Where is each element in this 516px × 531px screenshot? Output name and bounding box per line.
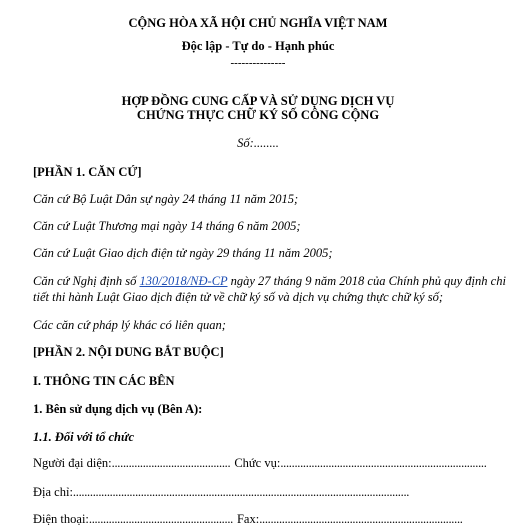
phone-field[interactable]: ................................................... [88, 512, 233, 526]
address-label: Địa chỉ: [33, 485, 73, 499]
contract-number: Số:........ [237, 136, 279, 150]
contract-title-line2: CHỨNG THỰC CHỮ KÝ SỐ CÔNG CỘNG [136, 108, 380, 122]
basis-decree-suffix: ngày 27 tháng 9 năm 2018 của Chính phủ quy định chi [227, 274, 506, 288]
contract-title-line1: HỢP ĐỒNG CUNG CẤP VÀ SỬ DỤNG DỊCH VỤ [121, 94, 395, 108]
basis-decree-prefix: Căn cứ Nghị định số [33, 274, 140, 288]
basis-decree [33, 274, 506, 289]
basis-other: Các căn cứ pháp lý khác có liên quan; [33, 318, 226, 332]
section1-heading: I. THÔNG TIN CÁC BÊN [33, 374, 175, 388]
position-field[interactable]: ......................................................................... [280, 456, 487, 470]
basis-commercial-law: Căn cứ Luật Thương mại ngày 14 tháng 6 năm 2005; [33, 219, 301, 233]
representative-row [33, 456, 487, 471]
country-name: CỘNG HÒA XÃ HỘI CHỦ NGHĨA VIỆT NAM [128, 16, 388, 30]
fax-field[interactable]: ........................................................................ [259, 512, 463, 526]
position-label: Chức vụ: [234, 456, 281, 470]
address-row [33, 485, 409, 500]
header-rule: --------------- [230, 57, 286, 69]
organization-subheading: 1.1. Đối với tổ chức [33, 430, 134, 444]
representative-field[interactable]: .......................................... [111, 456, 231, 470]
basis-civil-code: Căn cứ Bộ Luật Dân sự ngày 24 tháng 11 năm 2015; [33, 192, 299, 206]
basis-e-transaction-law: Căn cứ Luật Giao dịch điện tử ngày 29 tháng 11 năm 2005; [33, 246, 333, 260]
part2-heading: [PHẦN 2. NỘI DUNG BẮT BUỘC] [33, 345, 224, 359]
part1-heading: [PHẦN 1. CĂN CỨ] [33, 165, 142, 179]
party-a-heading: 1. Bên sử dụng dịch vụ (Bên A): [33, 402, 203, 416]
representative-label: Người đại diện: [33, 456, 112, 470]
national-motto: Độc lập - Tự do - Hạnh phúc [181, 39, 335, 53]
decree-link[interactable]: 130/2018/NĐ-CP [139, 274, 228, 288]
phone-label: Điện thoại: [33, 512, 89, 526]
basis-decree-line2: tiết thi hành Luật Giao dịch điện tử về chữ ký số và dịch vụ chứng thực chữ ký số; [33, 290, 444, 304]
phone-fax-row [33, 512, 463, 527]
address-field[interactable]: ....................................................................................................................... [72, 485, 410, 499]
fax-label: Fax: [236, 512, 260, 526]
